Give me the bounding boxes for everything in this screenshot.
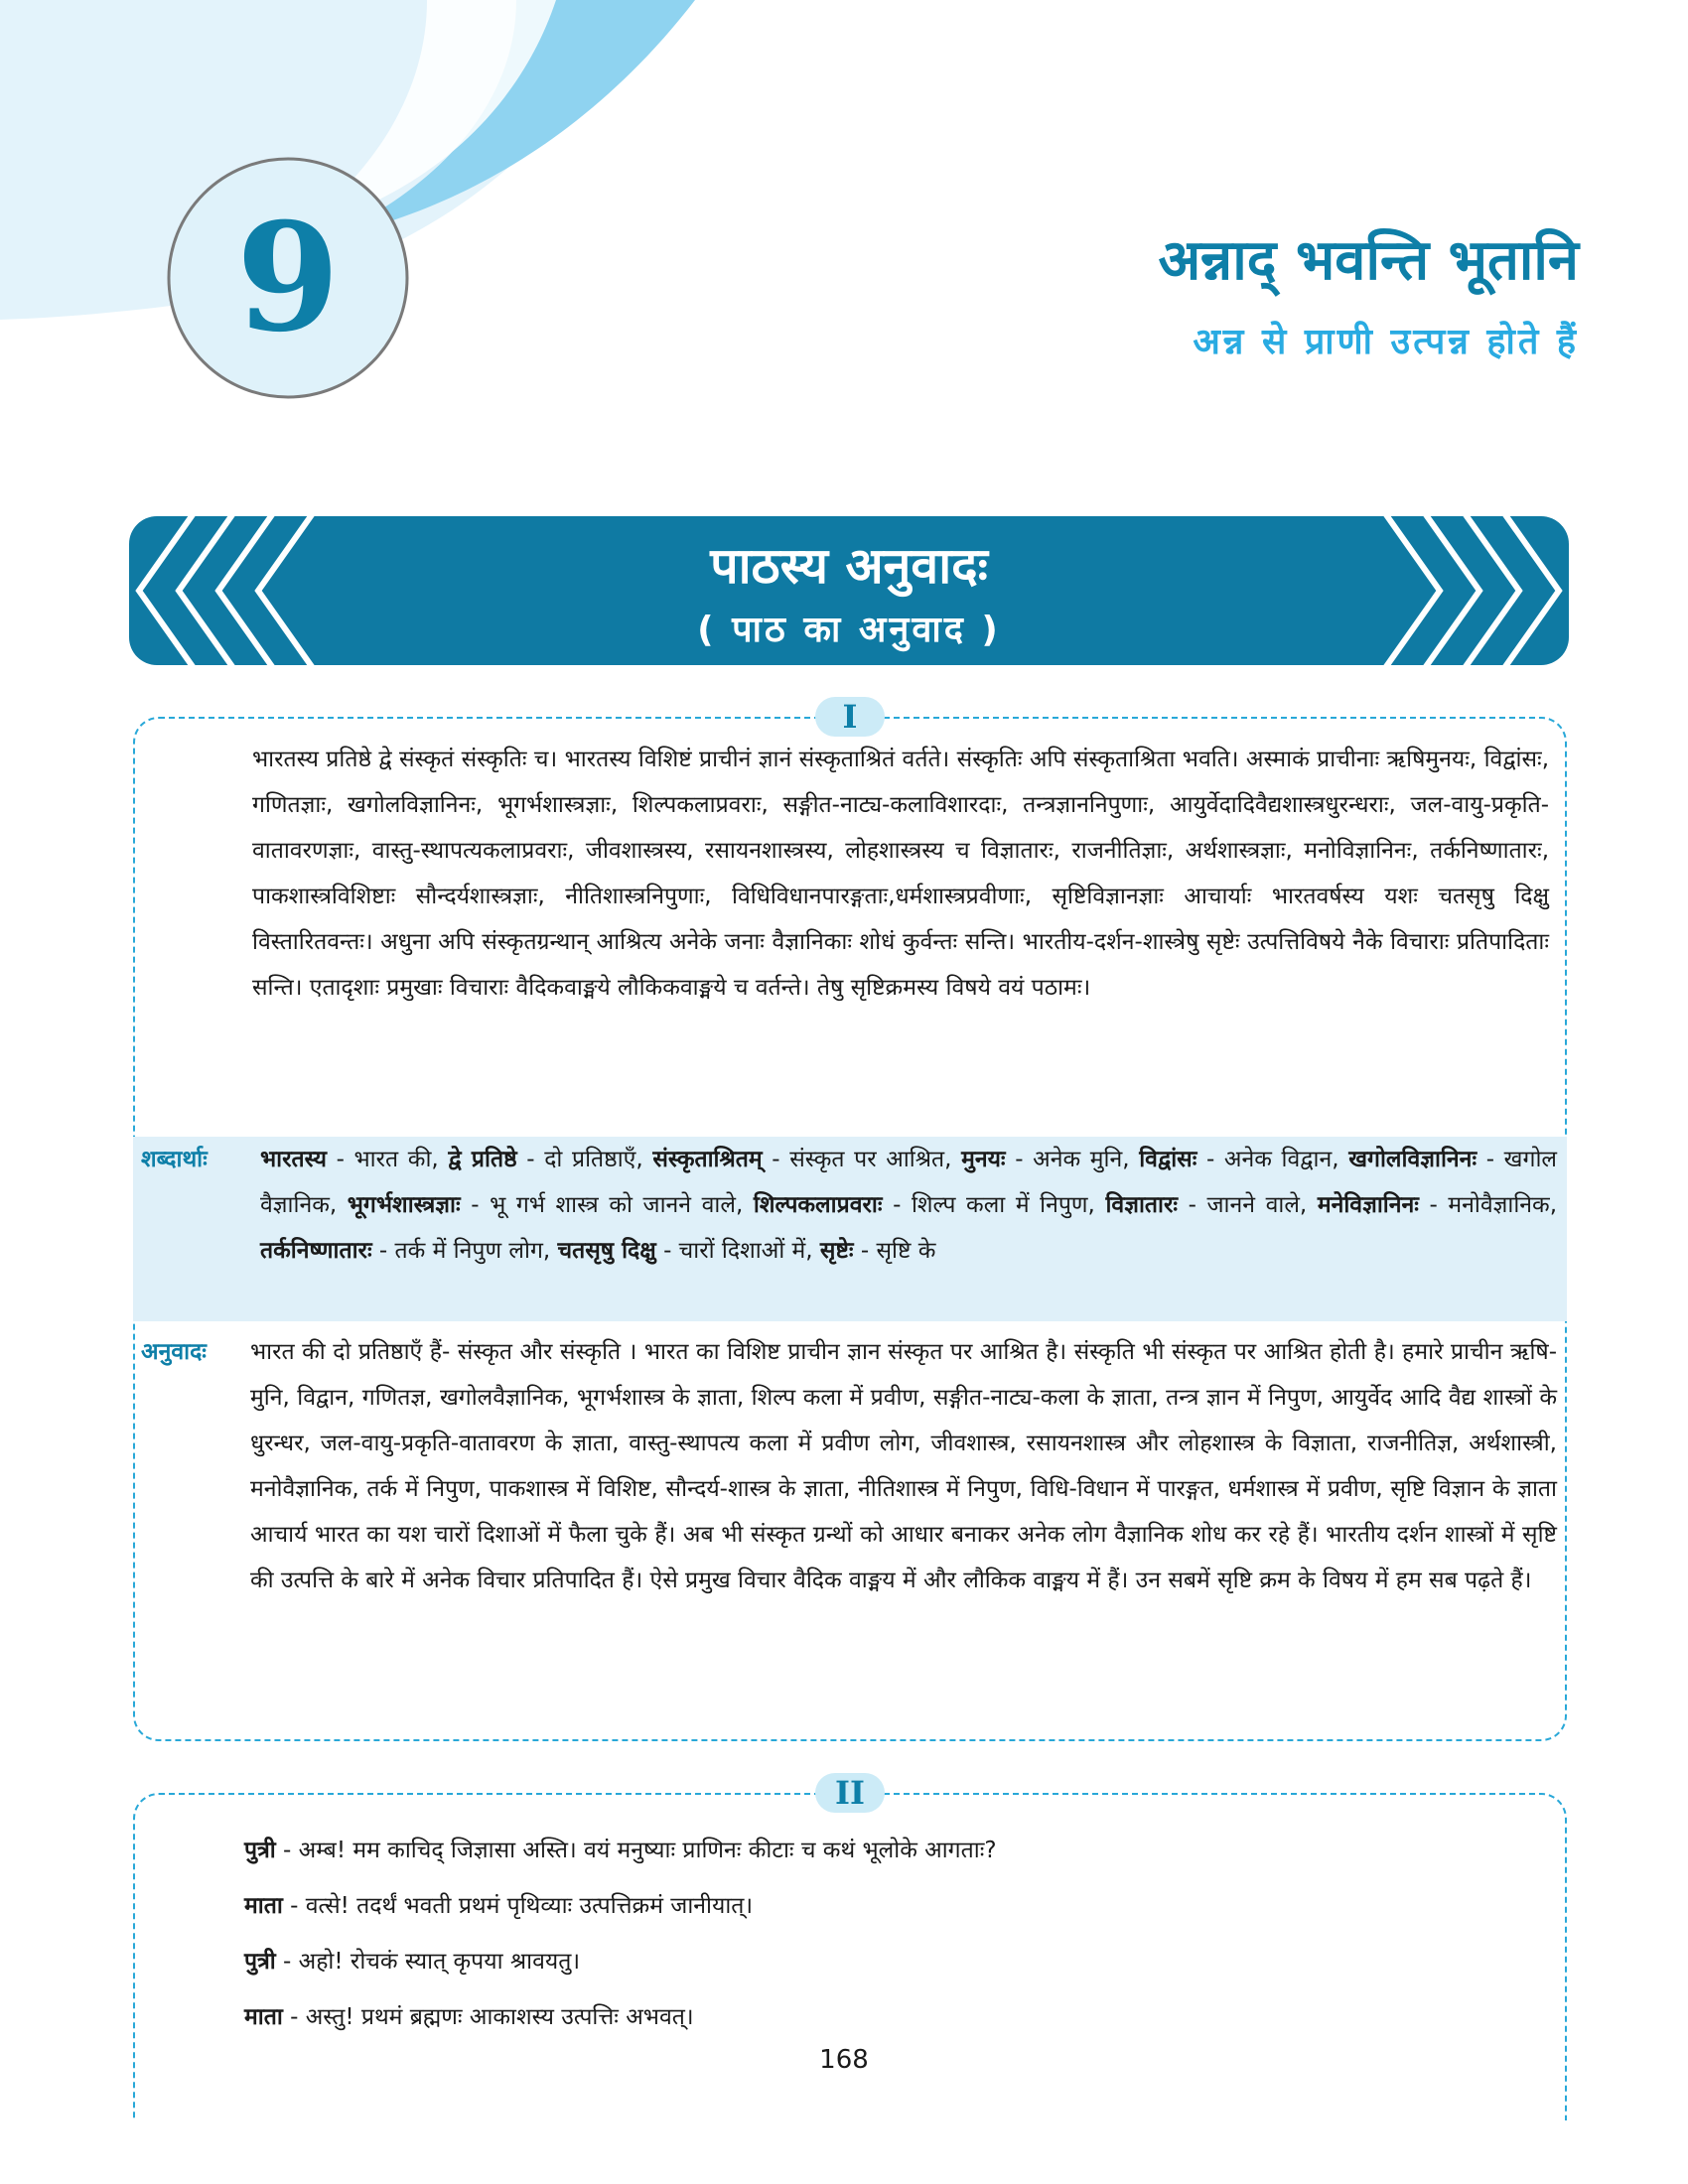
dialogue-text: - अम्ब! मम काचिद् जिज्ञासा अस्ति। वयं मनुष्याः प्राणिनः कीटाः च कथं भूलोके आगताः? xyxy=(275,1838,997,1863)
dialogue xyxy=(244,1827,1545,2049)
dialogue-speaker: पुत्री xyxy=(244,1949,276,1975)
banner-subtitle: ( पाठ का अनुवाद ) xyxy=(697,610,1001,650)
sanskrit-passage: भारतस्य प्रतिष्ठे द्वे संस्कृतं संस्कृतिः च। भारतस्य विशिष्टं प्राचीनं ज्ञानं संस्कृताश्रितं वर्तते। संस्कृतिः अपि संस्कृताश्रिता भवति। अस्माकं प्राचीनाः ऋषिमुनयः, विद्वांसः, गणितज्ञाः, खगोलविज्ञानिनः, भूगर्भशास्त्रज्ञाः, शिल्पकलाप्रवराः, सङ्गीत-नाट्य-कलाविशारदाः, तन्त्रज्ञाननिपुणाः, आयुर्वेदादिवैद्यशास्त्रधुरन्धराः, जल-वायु-प्रकृति-वातावरणज्ञाः, वास्तु-स्थापत्यकलाप्रवराः, जीवशास्त्रस्य, रसायनशास्त्रस्य, लोहशास्त्रस्य च विज्ञातारः, राजनीतिज्ञाः, अर्थशास्त्रज्ञाः, मनोविज्ञानिनः, तर्कनिष्णातारः, पाकशास्त्रविशिष्टाः सौन्दर्यशास्त्रज्ञाः, नीतिशास्त्रनिपुणाः, विधिविधानपारङ्गताः,धर्मशास्त्रप्रवीणाः, सृष्टिविज्ञानज्ञाः आचार्याः भारतवर्षस्य यशः चतसृषु दिक्षु विस्तारितवन्तः। अधुना अपि संस्कृतग्रन्थान् आश्रित्य अनेके जनाः वैज्ञानिकाः शोधं कुर्वन्तः सन्ति। भारतीय-दर्शन-शास्त्रेषु सृष्टेः उत्पत्तिविषये नैके विचाराः प्रतिपादिताः सन्ति। एतादृशाः प्रमुखाः विचाराः वैदिकवाङ्मये लौकिकवाङ्मये च वर्तन्ते। तेषु सृष्टिक्रमस्य विषये वयं पठामः। xyxy=(252,747,1549,1001)
dialogue-text: - अस्तु! प्रथमं ब्रह्मणः आकाशस्य उत्पत्तिः अभवत्। xyxy=(282,2004,694,2030)
translation-label: अनुवादः xyxy=(141,1339,207,1365)
glossary-meaning: - संस्कृत पर आश्रित, xyxy=(762,1147,962,1172)
glossary-meaning: - मनोवैज्ञानिक, xyxy=(1418,1192,1558,1218)
chapter-number: 9 xyxy=(235,191,341,365)
glossary-term: भारतस्य xyxy=(260,1147,327,1172)
glossary-meaning: - अनेक विद्वान, xyxy=(1196,1147,1349,1172)
glossary-meaning: - अनेक मुनि, xyxy=(1005,1147,1140,1172)
glossary-term: खगोलविज्ञानिनः xyxy=(1348,1147,1477,1172)
glossary-meaning: - जानने वाले, xyxy=(1178,1192,1318,1218)
dialogue-speaker: माता xyxy=(244,1893,283,1919)
dialogue-line xyxy=(244,1827,1545,1874)
glossary-meaning: - भारत की, xyxy=(326,1147,449,1172)
glossary-meaning: - शिल्प कला में निपुण, xyxy=(882,1192,1106,1218)
dialogue-text: - अहो! रोचकं स्यात् कृपया श्रावयतु। xyxy=(275,1949,581,1975)
glossary-meaning: - सृष्टि के xyxy=(853,1238,936,1264)
glossary-term: चतसृषु दिक्षु xyxy=(557,1238,656,1264)
dialogue-line xyxy=(244,1993,1545,2041)
dialogue-speaker: पुत्री xyxy=(244,1838,276,1863)
glossary xyxy=(133,1137,1567,1321)
dialogue-line xyxy=(244,1882,1545,1930)
lesson-translation-banner xyxy=(129,516,1569,665)
translation-text: भारत की दो प्रतिष्ठाएँ हैं- संस्कृत और संस्कृति । भारत का विशिष्ट प्राचीन ज्ञान संस्कृत पर आश्रित है। संस्कृति भी संस्कृत पर आश्रित होती है। हमारे प्राचीन ऋषि-मुनि, विद्वान, गणितज्ञ, खगोलवैज्ञानिक, भूगर्भशास्त्र के ज्ञाता, शिल्प कला में प्रवीण, सङ्गीत-नाट्य-कला के ज्ञाता, तन्त्र ज्ञान में निपुण, आयुर्वेद आदि वैद्य शास्त्रों के धुरन्धर, जल-वायु-प्रकृति-वातावरण के ज्ञाता, वास्तु-स्थापत्य कला में प्रवीण लोग, जीवशास्त्र, रसायनशास्त्र और लोहशास्त्र के विज्ञाता, राजनीतिज्ञ, अर्थशास्त्री, मनोवैज्ञानिक, तर्क में निपुण, पाकशास्त्र में विशिष्ट, सौन्दर्य-शास्त्र के ज्ञाता, नीतिशास्त्र में निपुण, विधि-विधान में पारङ्गत, धर्मशास्त्र में प्रवीण, सृष्टि विज्ञान के ज्ञाता आचार्य भारत का यश चारों दिशाओं में फैला चुके हैं। अब भी संस्कृत ग्रन्थों को आधार बनाकर अनेक लोग वैज्ञानिक शोध कर रहे हैं। भारतीय दर्शन शास्त्रों में सृष्टि की उत्पत्ति के बारे में अनेक विचार प्रतिपादित हैं। ऐसे प्रमुख विचार वैदिक वाङ्मय में और लौकिक वाङ्मय में हैं। उन सबमें सृष्टि क्रम के विषय में हम सब पढ़ते हैं। xyxy=(250,1339,1557,1593)
glossary-term: भूगर्भशास्त्रज्ञाः xyxy=(347,1192,461,1218)
glossary-meaning: - भू गर्भ शास्त्र को जानने वाले, xyxy=(460,1192,754,1218)
glossary-term: मनेविज्ञानिनः xyxy=(1317,1192,1419,1218)
chapter-title: अन्नाद् भवन्ति भूतानि xyxy=(1158,228,1579,293)
glossary-term: संस्कृताश्रितम् xyxy=(652,1147,763,1172)
glossary-term: सृष्टेः xyxy=(819,1238,854,1264)
page-number: 168 xyxy=(819,2045,869,2075)
dialogue-line xyxy=(244,1938,1545,1985)
dialogue-text: - वत्से! तदर्थं भवती प्रथमं पृथिव्याः उत्पत्तिक्रमं जानीयात्। xyxy=(282,1893,754,1919)
glossary-term: विद्वांसः xyxy=(1139,1147,1197,1172)
glossary-term: द्वे प्रतिष्ठे xyxy=(448,1147,517,1172)
chapter-subtitle: अन्न से प्राणी उत्पन्न होते हैं xyxy=(1193,322,1579,362)
glossary-meaning: - तर्क में निपुण लोग, xyxy=(371,1238,558,1264)
section-badge: I xyxy=(815,697,885,737)
banner-title: पाठस्य अनुवादः xyxy=(710,537,988,595)
section-badge: II xyxy=(815,1773,885,1813)
glossary-term: मुनयः xyxy=(961,1147,1006,1172)
glossary-term: विज्ञातारः xyxy=(1105,1192,1179,1218)
glossary-meaning: - खगोल वैज्ञानिक, xyxy=(260,1147,1557,1218)
dialogue-speaker: माता xyxy=(244,2004,283,2030)
glossary-meaning: - चारों दिशाओं में, xyxy=(655,1238,820,1264)
glossary-term: तर्कनिष्णातारः xyxy=(260,1238,372,1264)
glossary-label: शब्दार्थाः xyxy=(141,1147,208,1172)
glossary-meaning: - दो प्रतिष्ठाएँ, xyxy=(516,1147,653,1172)
glossary-term: शिल्पकलाप्रवराः xyxy=(753,1192,883,1218)
glossary-text xyxy=(260,1137,1557,1274)
